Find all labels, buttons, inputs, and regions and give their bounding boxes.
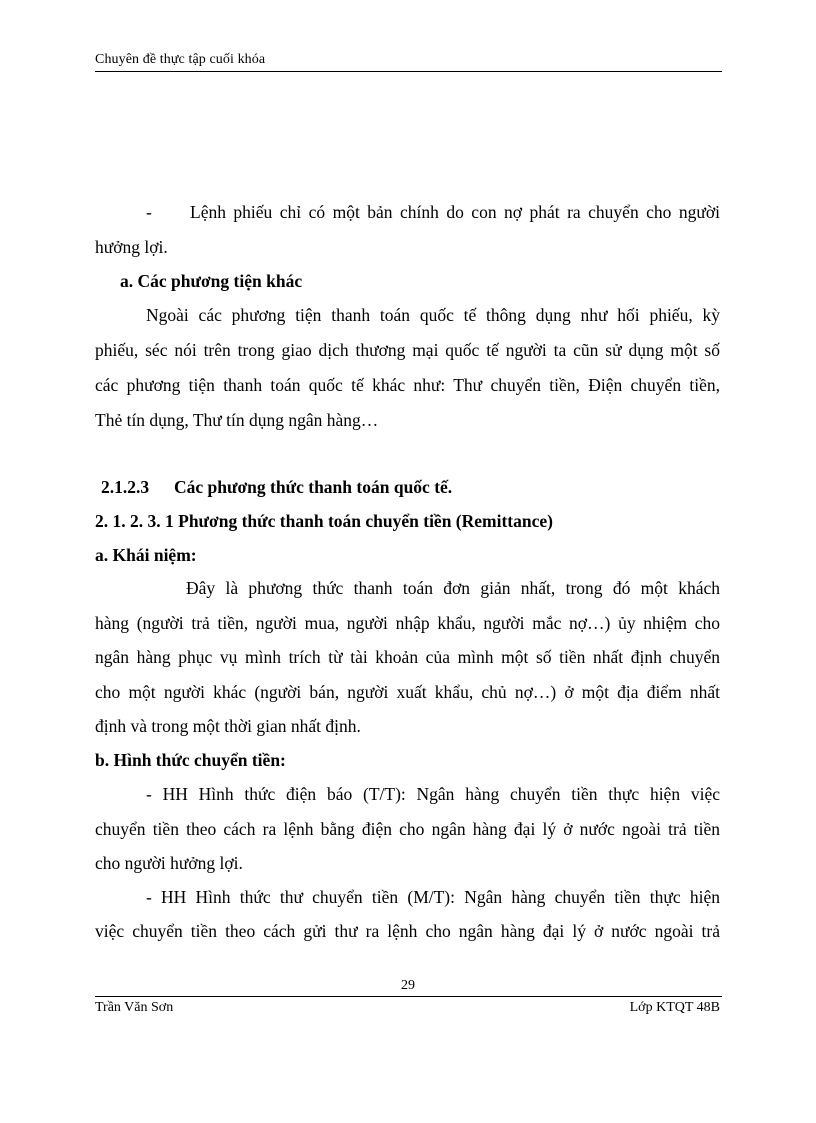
section-number: 2.1.2.3 [101,477,150,497]
paragraph-1-line-2: phiếu, séc nói trên trong giao dịch thương mại quốc tế người ta cũn sử dụng một số [95,340,720,360]
paragraph-3-line-1: - HH Hình thức điện báo (T/T): Ngân hàng chuyển tiền thực hiện việc [146,784,720,804]
footer-class: Lớp KTQT 48B [629,1000,720,1015]
paragraph-1-line-3: các phương tiện thanh toán quốc tế khác như: Thư chuyển tiền, Điện chuyển tiền, [95,375,720,395]
paragraph-3-line-3: cho người hưởng lợi. [95,853,243,873]
other-instruments-heading: a. Các phương tiện khác [120,271,303,291]
footer-author: Trần Văn Sơn [95,1000,174,1015]
paragraph-2-line-3: ngân hàng phục vụ mình trích từ tài khoản của mình một số tiền nhất định chuyển [95,647,720,667]
paragraph-2-line-1: Đây là phương thức thanh toán đơn giản nhất, trong đó một khách [186,578,720,598]
paragraph-2-line-5: định và trong một thời gian nhất định. [95,716,361,736]
paragraph-2-line-2: hàng (người trả tiền, người mua, người nhập khẩu, người mắc nợ…) ủy nhiệm cho [95,613,720,633]
paragraph-2-line-4: cho một người khác (người bán, người xuất khẩu, chủ nợ…) ở một địa điểm nhất [95,682,720,702]
footer-divider [95,996,722,997]
section-title: Các phương thức thanh toán quốc tế. [174,477,453,497]
subsection-title: 2. 1. 2. 3. 1 Phương thức thanh toán chuyển tiền (Remittance) [95,511,553,531]
paragraph-1-line-1: Ngoài các phương tiện thanh toán quốc tế thông dụng như hối phiếu, kỳ [146,305,720,325]
header-title: Chuyên đề thực tập cuối khóa [95,52,266,67]
page-number: 29 [401,978,415,993]
paragraph-1-line-4: Thẻ tín dụng, Thư tín dụng ngân hàng… [95,410,379,430]
bullet-dash: - [146,202,152,222]
paragraph-4-line-1: - HH Hình thức thư chuyển tiền (M/T): Ngân hàng chuyển tiền thực hiện [146,887,720,907]
paragraph-4-line-2: việc chuyển tiền theo cách gửi thư ra lệnh cho ngân hàng đại lý ở nước ngoài trả [95,921,720,941]
header-divider [95,71,722,72]
bullet-text-line-1: Lệnh phiếu chỉ có một bản chính do con nợ phát ra chuyển cho người [190,202,720,222]
concept-heading: a. Khái niệm: [95,545,197,565]
forms-heading: b. Hình thức chuyển tiền: [95,750,286,770]
paragraph-3-line-2: chuyển tiền theo cách ra lệnh bằng điện cho ngân hàng đại lý ở nước ngoài trả tiền [95,819,720,839]
bullet-text-line-2: hưởng lợi. [95,237,168,257]
